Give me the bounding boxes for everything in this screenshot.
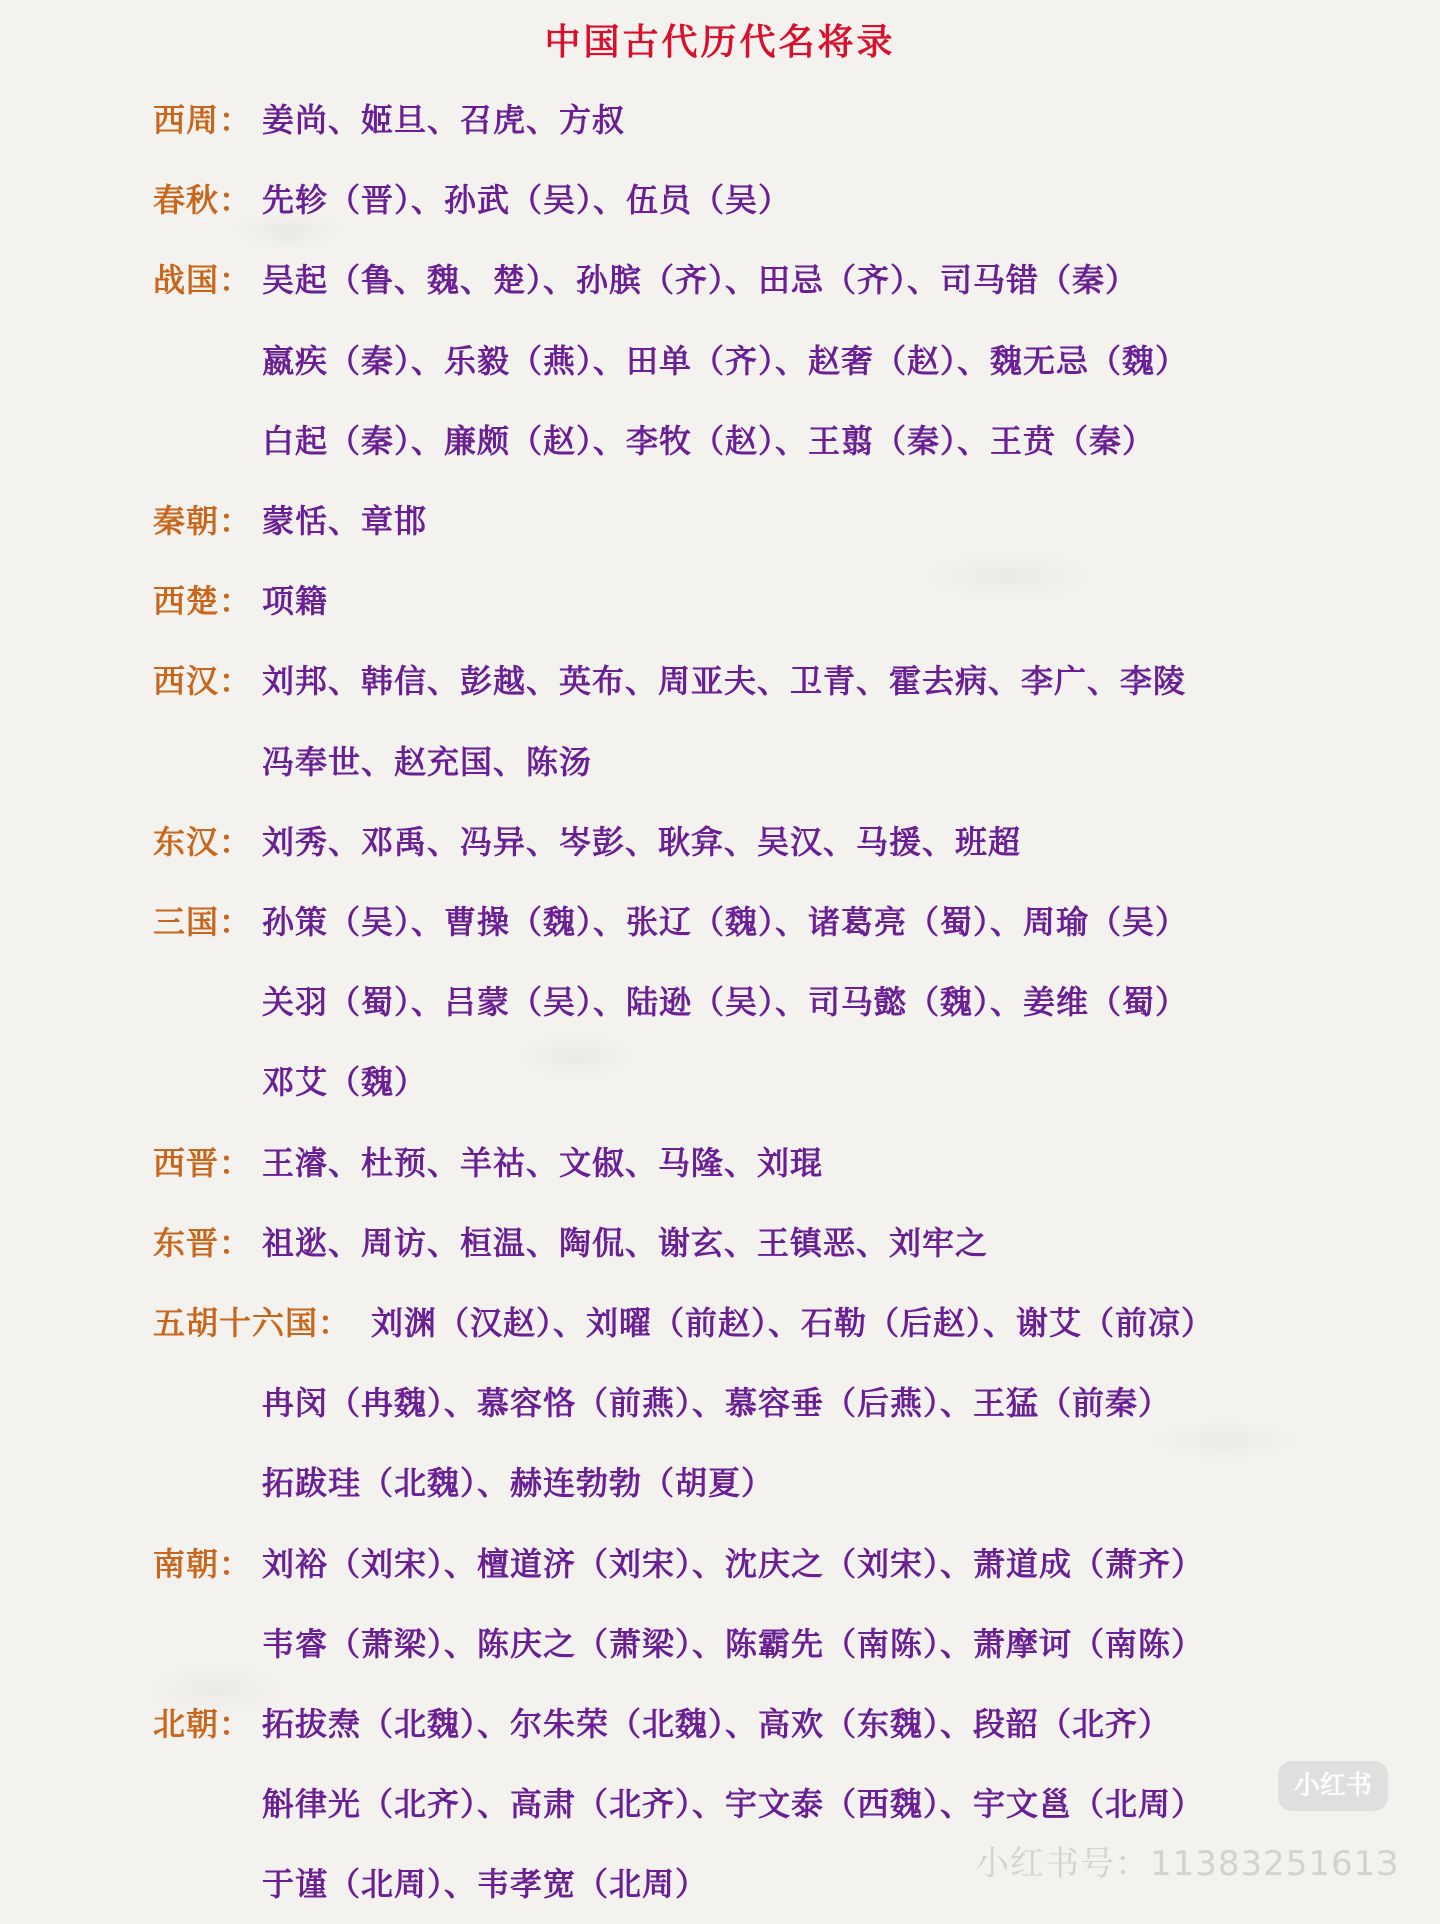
generals-text: 韦睿（萧梁）、陈庆之（萧梁）、陈霸先（南陈）、萧摩诃（南陈） bbox=[262, 1624, 1205, 1663]
generals-text: 孙策（吴）、曹操（魏）、张辽（魏）、诸葛亮（蜀）、周瑜（吴） bbox=[262, 903, 1189, 941]
dynasty-row bbox=[0, 1283, 1440, 1363]
generals-text: 关羽（蜀）、吕蒙（吴）、陆逊（吴）、司马懿（魏）、姜维（蜀） bbox=[262, 983, 1189, 1022]
generals-text: 吴起（鲁、魏、楚）、孙膑（齐）、田忌（齐）、司马错（秦） bbox=[262, 261, 1139, 300]
watermark-id-text: 小红书号：1138325161З bbox=[975, 1844, 1400, 1884]
dynasty-label: 战国： bbox=[153, 261, 253, 300]
dynasty-row bbox=[0, 481, 1440, 561]
dynasty-label: 南朝： bbox=[153, 1544, 253, 1583]
dynasty-label: 春秋： bbox=[153, 181, 253, 220]
generals-text: 拓跋珪（北魏）、赫连勃勃（胡夏） bbox=[262, 1464, 775, 1503]
dynasty-row bbox=[0, 1363, 1440, 1443]
generals-text: 刘渊（汉赵）、刘曜（前赵）、石勒（后赵）、谢艾（前凉） bbox=[371, 1304, 1215, 1342]
dynasty-label: 西汉： bbox=[153, 662, 253, 701]
dynasty-row bbox=[0, 160, 1440, 240]
dynasty-row bbox=[0, 1203, 1440, 1283]
dynasty-row bbox=[0, 1524, 1440, 1604]
dynasty-row bbox=[0, 882, 1440, 962]
page-title: 中国古代历代名将录 bbox=[544, 21, 896, 63]
dynasty-label: 西楚： bbox=[153, 582, 253, 621]
generals-text: 姜尚、姬旦、召虎、方叔 bbox=[262, 101, 626, 139]
dynasty-label: 西周： bbox=[153, 101, 253, 139]
dynasty-label: 北朝： bbox=[153, 1705, 253, 1743]
generals-text: 王濬、杜预、羊祜、文俶、马隆、刘琨 bbox=[262, 1143, 824, 1182]
dynasty-row bbox=[0, 1123, 1440, 1203]
dynasty-row bbox=[0, 240, 1440, 320]
generals-text: 刘秀、邓禹、冯异、岑彭、耿弇、吴汉、马援、班超 bbox=[262, 822, 1022, 861]
dynasty-row bbox=[0, 722, 1440, 802]
dynasty-row bbox=[0, 1684, 1440, 1764]
dynasty-row bbox=[0, 1443, 1440, 1523]
dynasty-row bbox=[0, 321, 1440, 401]
generals-text: 蒙恬、章邯 bbox=[262, 502, 428, 540]
dynasty-label: 西晋： bbox=[153, 1143, 253, 1182]
dynasty-row bbox=[0, 401, 1440, 481]
dynasty-label: 东汉： bbox=[153, 822, 253, 861]
generals-text: 嬴疾（秦）、乐毅（燕）、田单（齐）、赵奢（赵）、魏无忌（魏） bbox=[262, 341, 1189, 380]
generals-text: 刘裕（刘宋）、檀道济（刘宋）、沈庆之（刘宋）、萧道成（萧齐） bbox=[262, 1544, 1205, 1583]
dynasty-row bbox=[0, 80, 1440, 160]
generals-text: 于谨（北周）、韦孝宽（北周） bbox=[262, 1865, 709, 1904]
dynasty-row bbox=[0, 1764, 1440, 1844]
generals-text: 斛律光（北齐）、高肃（北齐）、宇文泰（西魏）、宇文邕（北周） bbox=[262, 1785, 1205, 1824]
dynasty-row bbox=[0, 962, 1440, 1042]
xiaohongshu-logo: 小红书 bbox=[1278, 1761, 1388, 1811]
dynasty-label: 东晋： bbox=[153, 1223, 253, 1262]
generals-text: 项籍 bbox=[262, 582, 329, 621]
dynasty-label: 三国： bbox=[153, 903, 253, 941]
dynasty-label: 五胡十六国： bbox=[153, 1304, 352, 1342]
dynasty-row bbox=[0, 802, 1440, 882]
generals-text: 祖逖、周访、桓温、陶侃、谢玄、王镇恶、刘牢之 bbox=[262, 1223, 989, 1262]
generals-text: 刘邦、韩信、彭越、英布、周亚夫、卫青、霍去病、李广、李陵 bbox=[262, 662, 1187, 701]
dynasty-row bbox=[0, 561, 1440, 641]
dynasty-row bbox=[0, 1604, 1440, 1684]
dynasty-row bbox=[0, 1042, 1440, 1122]
generals-text: 白起（秦）、廉颇（赵）、李牧（赵）、王翦（秦）、王贲（秦） bbox=[262, 421, 1156, 460]
dynasty-row bbox=[0, 641, 1440, 721]
dynasty-label: 秦朝： bbox=[153, 502, 253, 540]
generals-text: 冉闵（冉魏）、慕容恪（前燕）、慕容垂（后燕）、王猛（前秦） bbox=[262, 1384, 1172, 1423]
generals-text: 先轸（晋）、孙武（吴）、伍员（吴） bbox=[262, 181, 792, 220]
generals-text: 邓艾（魏） bbox=[262, 1063, 428, 1102]
generals-text: 冯奉世、赵充国、陈汤 bbox=[262, 742, 593, 781]
generals-text: 拓拔焘（北魏）、尔朱荣（北魏）、高欢（东魏）、段韶（北齐） bbox=[262, 1705, 1172, 1743]
